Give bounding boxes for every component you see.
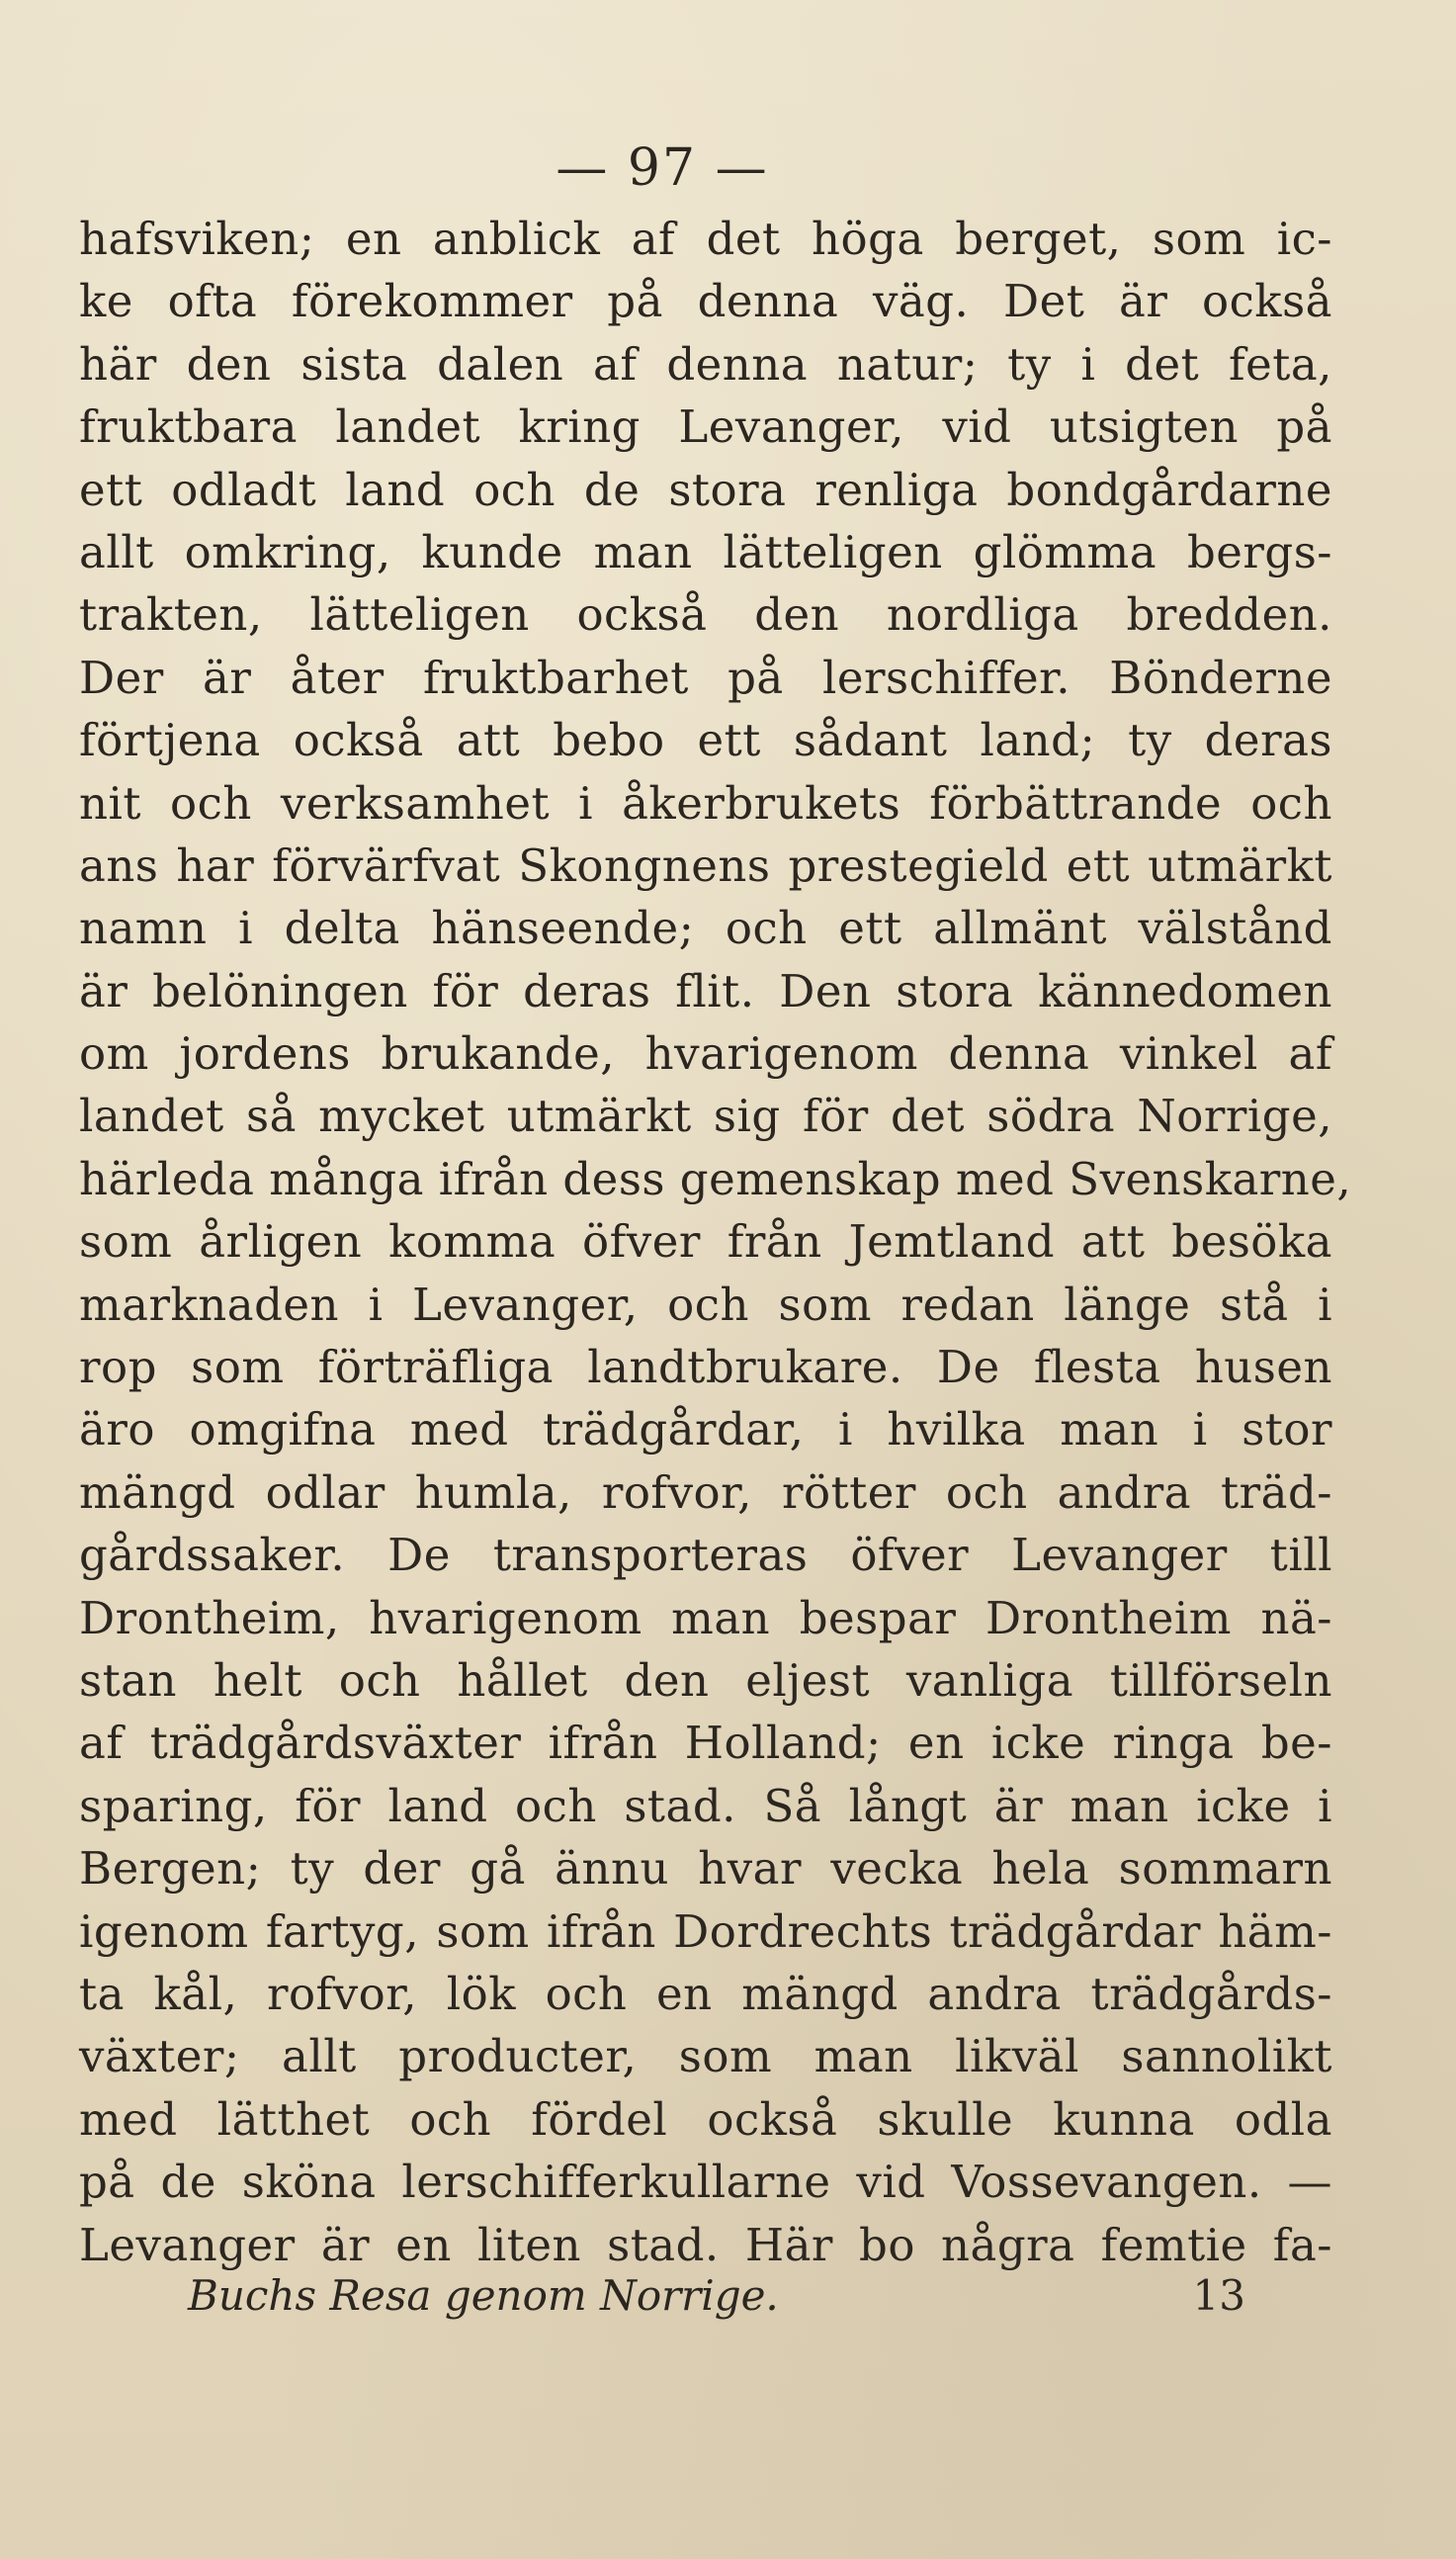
text-line: på de sköna lerschifferkullarne vid Vossevangen. — [79, 2156, 1332, 2209]
text-line: nit och verksamhet i åkerbrukets förbättrande och [79, 776, 1332, 830]
text-line: som årligen komma öfver från Jemtland att besöka [79, 1215, 1332, 1269]
text-line: landet så mycket utmärkt sig för det södra Norrige, [79, 1090, 1332, 1143]
text-line: trakten, lätteligen också den nordliga bredden. [79, 588, 1332, 642]
text-line: äro omgifna med trädgårdar, i hvilka man i stor [79, 1403, 1332, 1456]
text-line: förtjena också att bebo ett sådant land; ty deras [79, 714, 1332, 767]
text-line: marknaden i Levanger, och som redan länge stå i [79, 1278, 1332, 1331]
text-line: rop som förträfliga landtbrukare. De flesta husen [79, 1341, 1332, 1394]
text-line: Levanger är en liten stad. Här bo några femtie fa- [79, 2218, 1332, 2271]
text-line: mängd odlar humla, rofvor, rötter och andra träd- [79, 1465, 1332, 1519]
text-line: växter; allt producter, som man likväl sannolikt [79, 2030, 1332, 2083]
text-line: sparing, för land och stad. Så långt är man icke i [79, 1779, 1332, 1832]
page-number: — 97 — [556, 138, 769, 198]
text-line: stan helt och hållet den eljest vanliga tillförseln [79, 1653, 1332, 1707]
text-line: ett odladt land och de stora renliga bondgårdarne [79, 463, 1332, 516]
text-line: ta kål, rofvor, lök och en mängd andra trädgårds- [79, 1967, 1332, 2020]
page-footer [119, 2264, 1245, 2328]
text-line: fruktbara landet kring Levanger, vid utsigten på [79, 400, 1332, 454]
text-line: här den sista dalen af denna natur; ty i det feta, [79, 337, 1332, 391]
text-line: Bergen; ty der gå ännu hvar vecka hela sommarn [79, 1842, 1332, 1896]
footer-title: Buchs Resa genom Norrige. [188, 2271, 779, 2320]
text-line: igenom fartyg, som ifrån Dordrechts trädgårdar häm- [79, 1904, 1332, 1958]
text-line: härleda många ifrån dess gemenskap med Svenskarne, [79, 1152, 1352, 1205]
text-line: allt omkring, kunde man lätteligen glömma bergs- [79, 525, 1332, 578]
body-text [79, 208, 1352, 2276]
text-line: med lätthet och fördel också skulle kunna odla [79, 2092, 1332, 2146]
text-line: Drontheim, hvarigenom man bespar Drontheim nä- [79, 1591, 1332, 1644]
text-line: af trädgårdsväxter ifrån Holland; en icke ringa be- [79, 1717, 1332, 1770]
text-line: är belöningen för deras flit. Den stora kännedomen [79, 964, 1332, 1017]
text-line: ans har förvärfvat Skongnens prestegield ett utmärkt [79, 838, 1332, 892]
text-line: hafsviken; en anblick af det höga berget, som ic- [79, 213, 1332, 265]
text-line: om jordens brukande, hvarigenom denna vinkel af [79, 1027, 1332, 1081]
signature-mark: 13 [1192, 2271, 1245, 2320]
text-line: gårdssaker. De transporteras öfver Levanger till [79, 1529, 1332, 1582]
text-line: Der är åter fruktbarhet på lerschiffer. Bönderne [79, 651, 1332, 704]
text-line: ke ofta förekommer på denna väg. Det är också [79, 275, 1332, 328]
text-line: namn i delta hänseende; och ett allmänt välstånd [79, 902, 1332, 955]
